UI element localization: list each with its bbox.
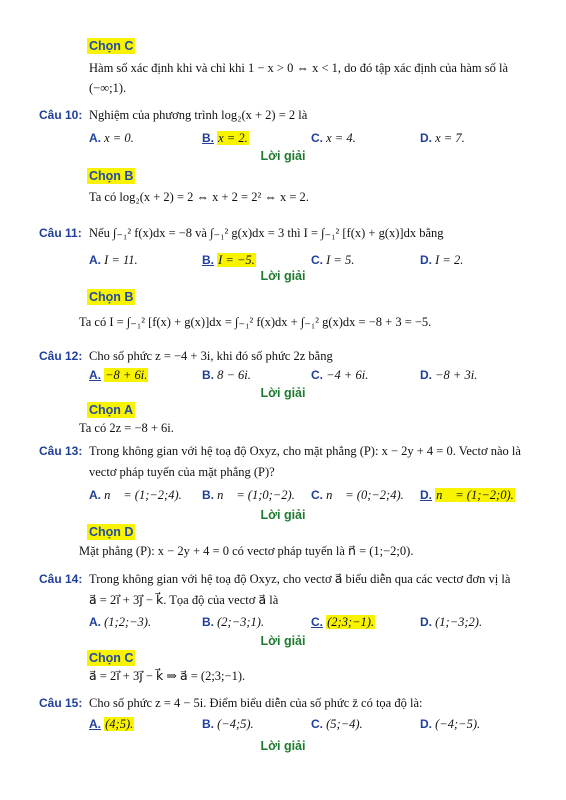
option-b-q15[interactable] [202,716,254,732]
answer-tag-q9: Chọn C [89,39,134,53]
question-label-q15: Câu 15: [39,696,83,710]
option-b-q11[interactable] [202,252,256,268]
solution-heading-q14: Lời giải [260,634,306,648]
option-letter: D. [420,717,432,731]
option-value: x = 2. [218,131,248,145]
option-letter: B. [202,717,214,731]
option-d-q14[interactable] [420,614,482,630]
solution-q14: a⃗ = 2i⃗ + 3j⃗ − k⃗ ⇒ a⃗ = (2;3;−1). [89,669,246,683]
option-value: I = 5. [326,253,355,267]
solution-heading-q11: Lời giải [260,269,306,283]
option-value: −4 + 6i. [326,368,369,382]
question-text-q14-line1: Trong không gian với hệ toạ độ Oxyz, cho vectơ a⃗ biểu diễn qua các vectơ đơn vị là [89,572,511,586]
question-text-q11: Nếu ∫₋₁² f(x)dx = −8 và ∫₋₁² g(x)dx = 3 thì I = ∫₋₁² [f(x) + g(x)]dx bằng [89,226,444,240]
option-value: x = 7. [435,131,465,145]
option-letter: B. [202,368,214,382]
solution-heading-q10: Lời giải [260,149,306,163]
option-c-q14[interactable] [311,614,375,630]
option-value: (1;2;−3). [104,615,152,629]
question-text-q13-line2: vectơ pháp tuyến của mặt phẳng (P)? [89,465,275,479]
question-text-q15: Cho số phức z = 4 − 5i. Điểm biểu diễn của số phức z̄ có tọa độ là: [89,696,423,710]
option-letter: D. [420,615,432,629]
option-letter: D. [420,488,432,502]
option-a-q11[interactable] [89,252,138,268]
solution-q10: Ta có log₂(x + 2) = 2 ⇔ x + 2 = 2² ⇔ x = 2. [89,190,309,204]
option-letter: C. [311,615,323,629]
option-letter: C. [311,131,323,145]
option-value: (−4;5). [217,717,254,731]
solution-q12: Ta có 2z = −8 + 6i. [79,421,174,435]
option-value: (−4;−5). [435,717,481,731]
option-value: I = 2. [435,253,464,267]
option-d-q12[interactable] [420,367,477,383]
option-c-q13[interactable] [311,487,404,503]
option-c-q15[interactable] [311,716,363,732]
option-value: −8 + 6i. [105,368,148,382]
answer-tag-q13: Chọn D [89,525,134,539]
option-a-q10[interactable] [89,130,134,146]
option-value: n⃗ = (0;−2;4). [326,488,404,502]
option-a-q13[interactable] [89,487,182,503]
question-label-q11: Câu 11: [39,226,82,240]
option-value: −8 + 3i. [435,368,478,382]
option-value: n⃗ = (1;0;−2). [217,488,295,502]
option-d-q13[interactable] [420,487,515,503]
option-letter: D. [420,131,432,145]
option-letter: A. [89,615,101,629]
option-c-q12[interactable] [311,367,368,383]
option-a-q15[interactable] [89,716,134,732]
solution-heading-q12: Lời giải [260,386,306,400]
option-letter: A. [89,488,101,502]
option-c-q10[interactable] [311,130,356,146]
option-d-q10[interactable] [420,130,465,146]
option-letter: C. [311,368,323,382]
solution-q9-line1: Hàm số xác định khi và chỉ khi 1 − x > 0 ⇔ x < 1, do đó tập xác định của hàm số là [89,61,508,75]
option-letter: C. [311,488,323,502]
question-text-q10: Nghiệm của phương trình log₂(x + 2) = 2 là [89,108,308,122]
option-value: (5;−4). [326,717,363,731]
option-value: x = 4. [326,131,356,145]
answer-tag-q10: Chọn B [89,169,134,183]
option-value: (4;5). [105,717,134,731]
option-value: 8 − 6i. [217,368,251,382]
answer-tag-q12: Chọn A [89,403,133,417]
option-letter: A. [89,131,101,145]
option-letter: A. [89,368,101,382]
option-letter: A. [89,253,101,267]
option-value: I = −5. [218,253,255,267]
option-d-q11[interactable] [420,252,463,268]
option-b-q14[interactable] [202,614,264,630]
option-b-q13[interactable] [202,487,295,503]
option-letter: B. [202,131,214,145]
solution-q13: Mặt phẳng (P): x − 2y + 4 = 0 có vectơ pháp tuyến là n⃗ = (1;−2;0). [79,544,414,558]
solution-heading-q13: Lời giải [260,508,306,522]
option-letter: B. [202,615,214,629]
option-letter: C. [311,253,323,267]
answer-tag-q14: Chọn C [89,651,134,665]
option-c-q11[interactable] [311,252,354,268]
option-letter: B. [202,253,214,267]
option-b-q12[interactable] [202,367,251,383]
option-value: n⃗ = (1;−2;4). [104,488,182,502]
option-value: x = 0. [104,131,134,145]
option-value: (2;−3;1). [217,615,265,629]
answer-tag-q11: Chọn B [89,290,134,304]
option-a-q12[interactable] [89,367,148,383]
option-letter: A. [89,717,101,731]
question-label-q12: Câu 12: [39,349,83,363]
option-letter: D. [420,253,432,267]
question-label-q10: Câu 10: [39,108,83,122]
option-letter: D. [420,368,432,382]
option-letter: C. [311,717,323,731]
question-label-q13: Câu 13: [39,444,83,458]
option-value: (1;−3;2). [435,615,483,629]
option-b-q10[interactable] [202,130,249,146]
option-letter: B. [202,488,214,502]
solution-heading-q15: Lời giải [260,739,306,753]
solution-q11: Ta có I = ∫₋₁² [f(x) + g(x)]dx = ∫₋₁² f(x)dx + ∫₋₁² g(x)dx = −8 + 3 = −5. [79,315,432,329]
option-value: (2;3;−1). [327,615,375,629]
question-text-q12: Cho số phức z = −4 + 3i, khi đó số phức 2z bằng [89,349,333,363]
question-text-q14-line2: a⃗ = 2i⃗ + 3j⃗ − k⃗. Tọa độ của vectơ a⃗ là [89,593,279,607]
option-d-q15[interactable] [420,716,480,732]
option-value: I = 11. [104,253,138,267]
option-value: n⃗ = (1;−2;0). [436,488,514,502]
question-label-q14: Câu 14: [39,572,83,586]
question-text-q13-line1: Trong không gian với hệ toạ độ Oxyz, cho mặt phẳng (P): x − 2y + 4 = 0. Vectơ nào là [89,444,521,458]
option-a-q14[interactable] [89,614,151,630]
solution-q9-line2: (−∞;1). [89,81,127,95]
